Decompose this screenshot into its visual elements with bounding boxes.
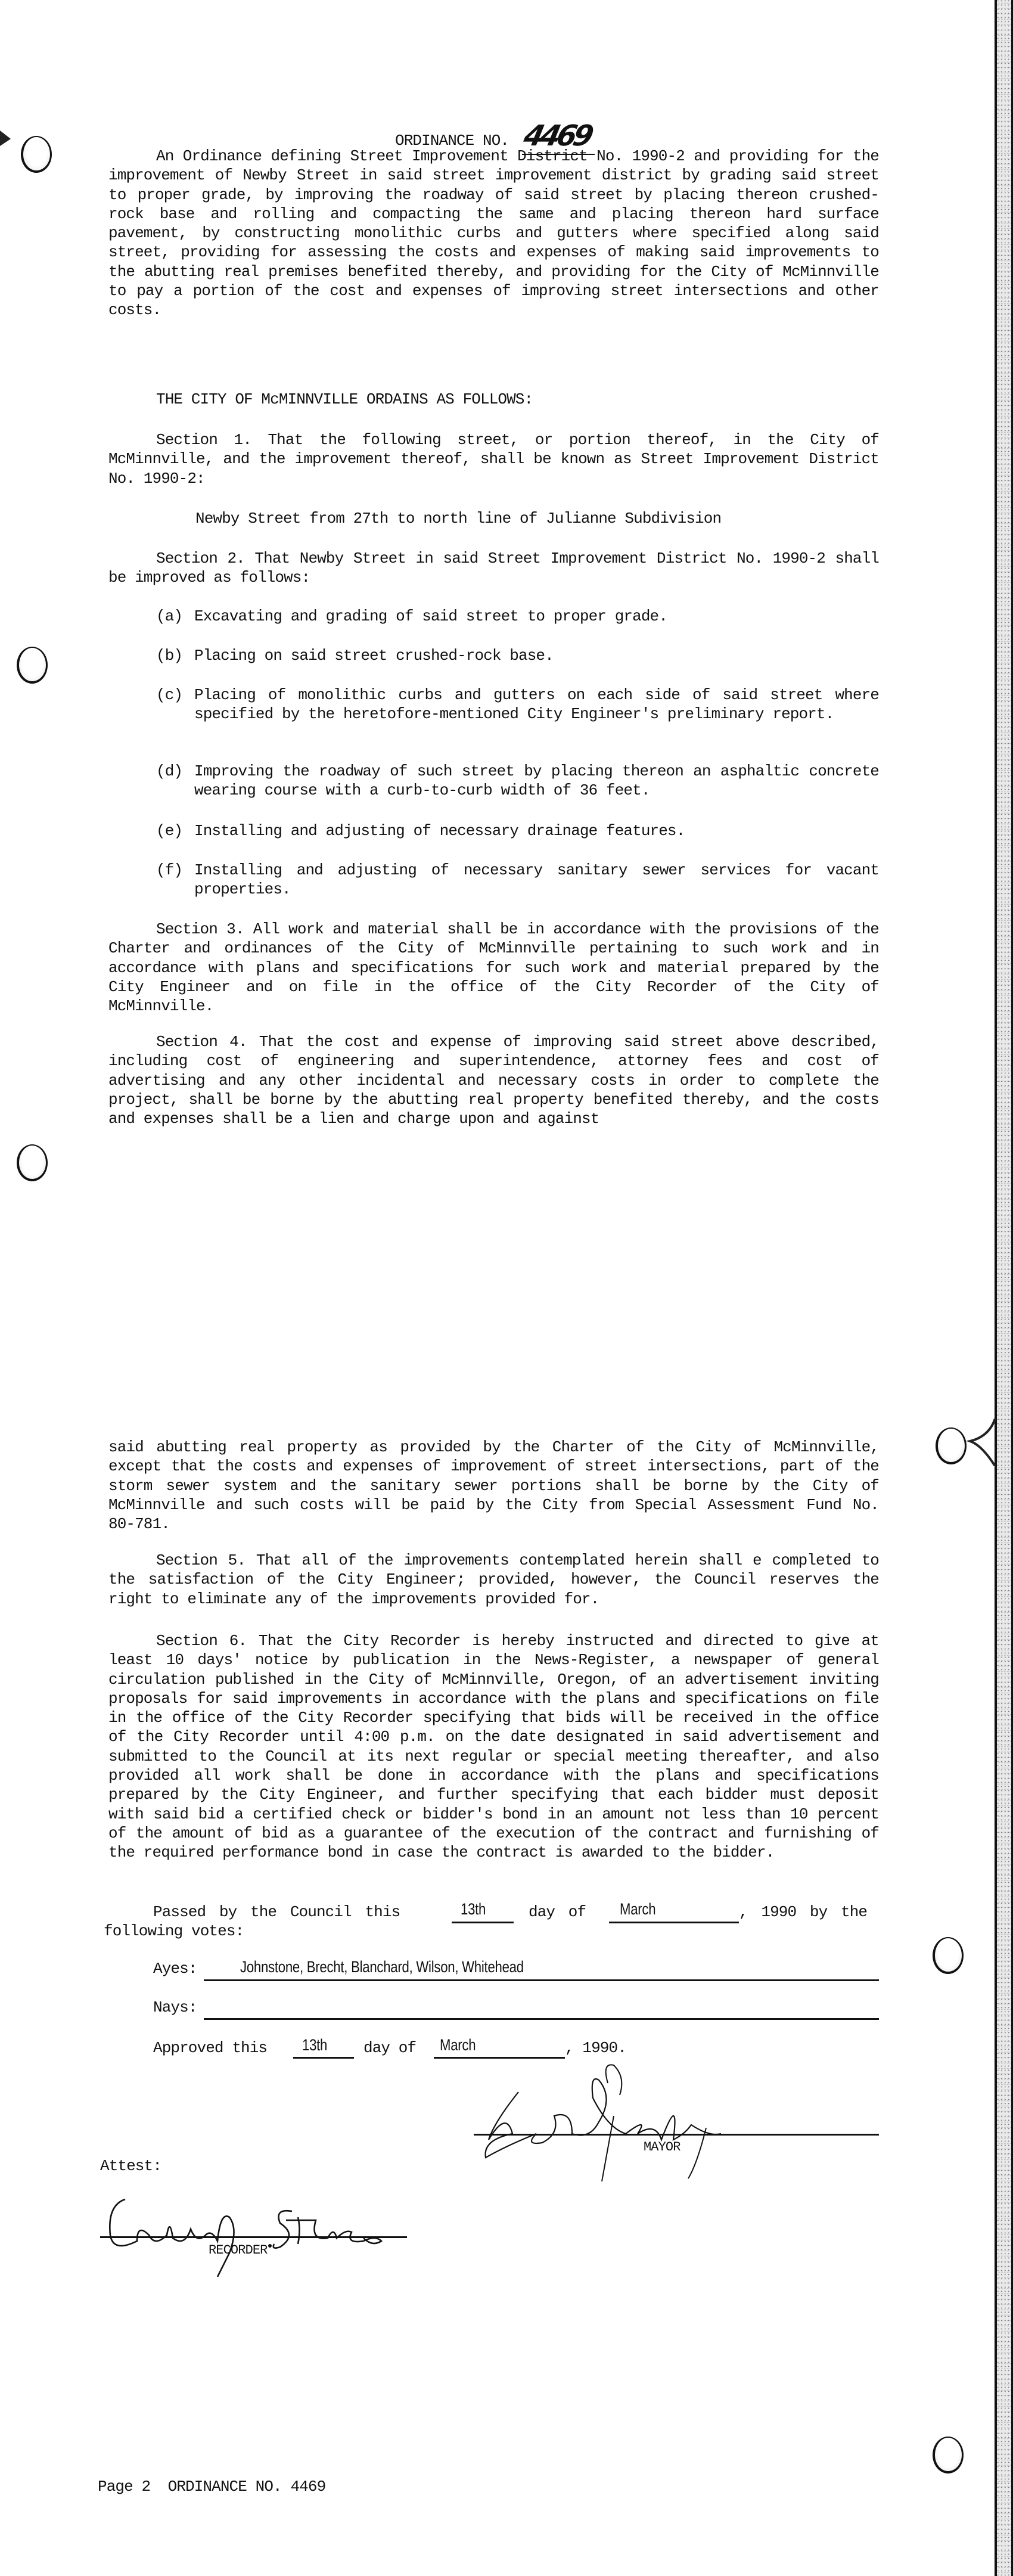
section-4-paragraph-part-2 [108, 1438, 879, 1534]
section-4-text-part-2: said abutting real property as provided by the Charter of the City of McMinnville, except that the costs and expenses of improvement of street intersections, part of the storm sewer system and the sanitary sewer portions shall be borne by the City of McMinnville and such costs will be paid by the City from Special Assessment Fund No. 80-781. [108, 1438, 879, 1534]
mayor-signature-line [474, 2134, 879, 2136]
item-label: (c) [156, 686, 183, 704]
ayes-field: Johnstone, Brecht, Blanchard, Wilson, Whitehead [240, 1958, 524, 1976]
passed-day-of: day of [529, 1903, 586, 1921]
approved-day-of: day of [363, 2039, 417, 2057]
ayes-underline [204, 1979, 879, 1981]
preamble-paragraph [108, 147, 879, 320]
punch-hole-icon [17, 1144, 48, 1181]
improvement-item-a [156, 607, 879, 626]
recorder-signature-line [100, 2236, 407, 2238]
section-3-text: Section 3. All work and material shall be in accordance with the provisions of the Charter and ordinances of the City of McMinnville pertaining to such work and in accordance with plans and specifications for such work and material prepared by the City Engineer and on file in the office of the City Recorder of the City of McMinnville. [108, 920, 879, 1016]
improvement-item-b [156, 646, 879, 665]
item-text: Placing on said street crushed-rock base. [194, 647, 554, 665]
approved-day-field: 13th [302, 2036, 328, 2054]
item-label: (e) [156, 822, 183, 840]
ordains-heading: THE CITY OF McMINNVILLE ORDAINS AS FOLLOWS: [156, 390, 533, 408]
passed-day-field: 13th [461, 1900, 486, 1918]
item-text: Improving the roadway of such street by placing thereon an asphaltic concrete wearing course with a curb-to-curb width of 36 feet. [194, 762, 879, 800]
passed-prefix: Passed by the Council this [153, 1903, 400, 1921]
passed-day-underline [452, 1922, 514, 1923]
section-2-text: Section 2. That Newby Street in said Street Improvement District No. 1990-2 shall be improved as follows: [108, 550, 879, 587]
approved-suffix: , 1990. [565, 2039, 626, 2057]
recorder-label: RECORDER [209, 2243, 268, 2258]
scan-edge-strip [997, 0, 1011, 2576]
punch-hole-icon [933, 1937, 964, 1974]
binder-clip-mark-icon [965, 1419, 998, 1466]
item-text: Excavating and grading of said street to proper grade. [194, 607, 667, 625]
ayes-label: Ayes: [153, 1960, 197, 1978]
approved-prefix: Approved this [153, 2039, 268, 2057]
ordinance-title-prefix: ORDINANCE NO. [395, 132, 509, 150]
section-6-paragraph [108, 1631, 879, 1863]
item-label: (f) [156, 861, 183, 879]
punch-hole-icon [21, 136, 52, 173]
passed-month-underline [609, 1922, 739, 1923]
section-1-paragraph [108, 430, 879, 488]
improvement-item-d [156, 762, 879, 800]
item-label: (b) [156, 647, 183, 665]
item-label: (d) [156, 762, 183, 780]
item-text: Installing and adjusting of necessary drainage features. [194, 822, 685, 840]
punch-hole-icon [936, 1427, 967, 1464]
item-text: Placing of monolithic curbs and gutters on each side of said street where specified by the heretofore-mentioned City Engineer's preliminary report. [194, 686, 879, 724]
item-label: (a) [156, 607, 183, 625]
street-description: Newby Street from 27th to north line of Julianne Subdivision [195, 510, 722, 527]
item-text: Installing and adjusting of necessary sanitary sewer services for vacant properties. [194, 861, 879, 899]
section-3-paragraph [108, 920, 879, 1016]
section-2-paragraph [108, 549, 879, 588]
approved-month-field: March [440, 2036, 476, 2054]
nays-underline [204, 2018, 879, 2020]
approved-day-underline [293, 2057, 354, 2059]
section-4-paragraph-part-1 [108, 1032, 879, 1128]
mayor-signature [471, 2056, 804, 2187]
improvement-item-e [156, 821, 879, 840]
section-6-text: Section 6. That the City Recorder is hereby instructed and directed to give at least 10 days' notice by publication in the News-Register, a newspaper of general circulation published in the City of McMinnville, Oregon, of an advertisement inviting proposals for said improvements in accordance with the plans and specifications on file in the office of the City Recorder specifying that bids will be received in the office of the City Recorder until 4:00 p.m. on the date designated in said advertisement and submitted to the Council at its next regular or special meeting thereafter, and also provided all work shall be done in accordance with the plans and specifications prepared by the City Engineer, and further specifying that each bidder must deposit with said bid a certified check or bidder's bond in an amount not less than 10 percent of the amount of bid as a guarantee of the execution of the contract and furnishing of the required performance bond in case the contract is awarded to the bidder. [108, 1632, 879, 1862]
following-votes-label: following votes: [104, 1922, 244, 1940]
punch-hole-icon [933, 2437, 964, 2473]
section-5-paragraph [108, 1551, 879, 1609]
passed-suffix: , 1990 by the [739, 1903, 868, 1921]
ordinance-number-handwritten: 4469 [521, 119, 593, 153]
section-4-text-part-1: Section 4. That the cost and expense of improving said street above described, including cost of engineering and superintendence, attorney fees and cost of advertising and any other incidental and necessary costs in order to complete the project, shall be borne by the abutting real property benefited thereby, and the costs and expenses shall be a lien and charge upon and against [108, 1033, 879, 1128]
improvement-item-c [156, 685, 879, 724]
nays-label: Nays: [153, 1998, 197, 2016]
section-5-text: Section 5. That all of the improvements contemplated herein shall e completed to the satisfaction of the City Engineer; provided, however, the Council reserves the right to eliminate any of the improvements provided for. [108, 1551, 879, 1608]
page-footer: Page 2 ORDINANCE NO. 4469 [98, 2478, 326, 2496]
attest-label: Attest: [100, 2157, 161, 2175]
binder-clip-mark-icon [0, 128, 12, 152]
punch-hole-icon [17, 647, 48, 684]
preamble-text: An Ordinance defining Street Improvement District No. 1990-2 and providing for the improvement of Newby Street in said street improvement district by grading said street to proper grade, by improving the roadway of said street by placing thereon crushed-rock base and rolling and compacting the same and placing thereon hard surface pavement, by constructing monolithic curbs and gutters where specified along said street, providing for assessing the costs and expenses of making said improvements to the abutting real premises benefited thereby, and providing for the City of McMinnville to pay a portion of the cost and expenses of improving street intersections and other costs. [108, 147, 879, 319]
recorder-signature [101, 2193, 423, 2277]
improvement-item-f [156, 861, 879, 899]
mayor-label: MAYOR [644, 2140, 680, 2155]
section-1-text: Section 1. That the following street, or portion thereof, in the City of McMinnville, and the improvement thereof, shall be known as Street Improvement District No. 1990-2: [108, 431, 879, 488]
passed-month-field: March [620, 1900, 656, 1918]
